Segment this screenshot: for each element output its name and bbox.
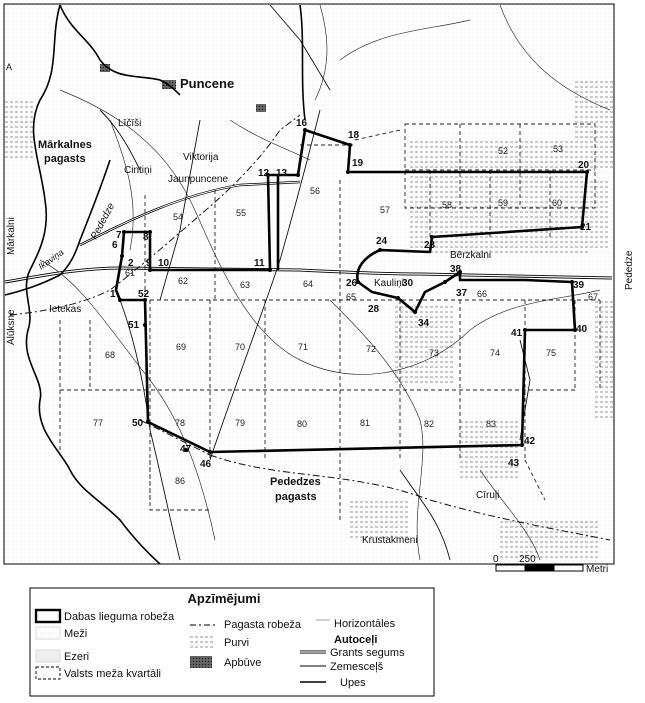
quarter-60: 60 [552,198,563,208]
quarter-81: 81 [360,418,371,428]
quarter-52: 52 [498,146,509,156]
point-label-37: 37 [456,288,468,299]
quarter-77: 77 [93,418,104,428]
quarter-65: 65 [346,292,357,302]
quarter-62: 62 [178,276,189,286]
quarter-55: 55 [236,208,247,218]
legend-lakes: Ezeri [64,651,90,663]
point-label-38: 38 [450,264,462,275]
place-viktorija: Viktorija [183,152,219,163]
place-licisi: Līčīši [118,118,142,129]
place-jaunpuncene: Jaunpuncene [168,174,229,185]
scale-unit: Metri [586,564,609,575]
point-label-1: 1 [110,289,116,300]
point-label-8: 8 [143,232,149,243]
place-cintini: Cintiņi [124,165,152,176]
quarter-79: 79 [235,418,246,428]
quarter-74: 74 [490,348,501,358]
point-label-6: 6 [112,240,118,251]
region-pededzes-line1: Pededzes [270,476,321,488]
point-label-13: 13 [276,168,288,179]
quarter-72: 72 [366,344,377,354]
legend-forests: Meži [64,628,88,640]
edge-label-aluksne: Alūksne [6,309,17,345]
quarter-70: 70 [235,342,246,352]
point-label-28: 28 [368,304,380,315]
legend-built: Apbūve [224,657,262,669]
point-label-50: 50 [132,418,144,429]
edge-label-pededze: Pededze [624,250,635,290]
legend-dirt: Zemesceļš [330,661,384,673]
point-label-34: 34 [418,318,430,329]
scale-250: 250 [519,554,536,565]
place-puncene: Puncene [180,76,235,91]
point-label-43: 43 [508,458,520,469]
quarter-80: 80 [297,419,308,429]
point-label-20: 20 [578,160,590,171]
place-krustakmeni: Krustakmeni [362,535,418,546]
edge-label-markalni: Mārkalni [6,217,17,255]
legend-roads-header: Autoceļi [334,634,378,646]
quarter-86: 86 [175,476,186,486]
point-label-23: 23 [424,240,436,251]
point-label-2: 2 [128,258,134,269]
point-label-24: 24 [376,236,388,247]
point-label-16: 16 [296,118,308,129]
point-label-12: 12 [258,168,270,179]
point-label-46: 46 [200,459,212,470]
place-a-label: A [6,62,13,72]
point-label-40: 40 [576,324,588,335]
quarter-78: 78 [175,418,186,428]
point-label-26: 26 [346,278,358,289]
point-label-30: 30 [402,278,414,289]
legend-bogs: Purvi [224,637,250,649]
place-ciruli: Cīruļi [476,490,500,501]
quarter-57: 57 [380,205,391,215]
quarter-54: 54 [173,212,184,222]
point-label-10: 10 [158,258,170,269]
quarter-64: 64 [303,279,314,289]
quarter-56: 56 [310,186,321,196]
region-pededzes-line2: pagasts [275,491,317,503]
place-berzkalni: Bērzkalni [450,250,492,261]
point-label-21: 21 [580,222,592,233]
built-area [256,104,266,112]
river-label-pededze: Pededze [88,201,118,242]
place-ietekas: Ietekas [49,304,82,315]
place-kaulini: Kauliņi [374,278,405,289]
legend-gravel: Grants segums [330,647,405,659]
quarter-53: 53 [553,144,564,154]
point-label-7: 7 [116,230,122,241]
quarter-67: 67 [588,292,599,302]
legend-parish: Pagasta robeža [224,619,302,631]
scale-zero: 0 [493,554,499,565]
legend-rivers: Upes [340,677,366,689]
legend-contours: Horizontāles [334,618,396,630]
legend [30,588,434,696]
point-label-41: 41 [511,328,523,339]
point-label-9: 9 [146,258,152,269]
point-label-19: 19 [352,158,364,169]
quarter-75: 75 [546,348,557,358]
quarter-73: 73 [429,348,440,358]
quarter-59: 59 [498,198,509,208]
region-markalnes-line1: Mārkalnes [38,139,92,151]
legend-title: Apzīmējumi [187,591,261,606]
quarter-69: 69 [176,342,187,352]
legend-boundary: Dabas lieguma robeža [64,611,175,623]
quarter-58: 58 [442,200,453,210]
point-label-39: 39 [573,280,585,291]
point-label-51: 51 [128,320,140,331]
point-label-47: 47 [180,444,192,455]
quarter-83: 83 [486,419,497,429]
river-label-ikavina: Ikaviņa [36,247,66,272]
point-label-11: 11 [254,258,265,269]
legend-quarters: Valsts meža kvartāli [64,668,161,680]
region-markalnes-line2: pagasts [44,153,86,165]
quarter-71: 71 [298,342,309,352]
point-label-52: 52 [138,289,150,300]
point-label-42: 42 [524,436,536,447]
quarter-66: 66 [477,289,488,299]
quarter-61: 61 [125,268,136,278]
point-label-18: 18 [348,130,360,141]
quarter-68: 68 [105,350,116,360]
quarter-82: 82 [424,419,435,429]
quarter-63: 63 [240,280,251,290]
